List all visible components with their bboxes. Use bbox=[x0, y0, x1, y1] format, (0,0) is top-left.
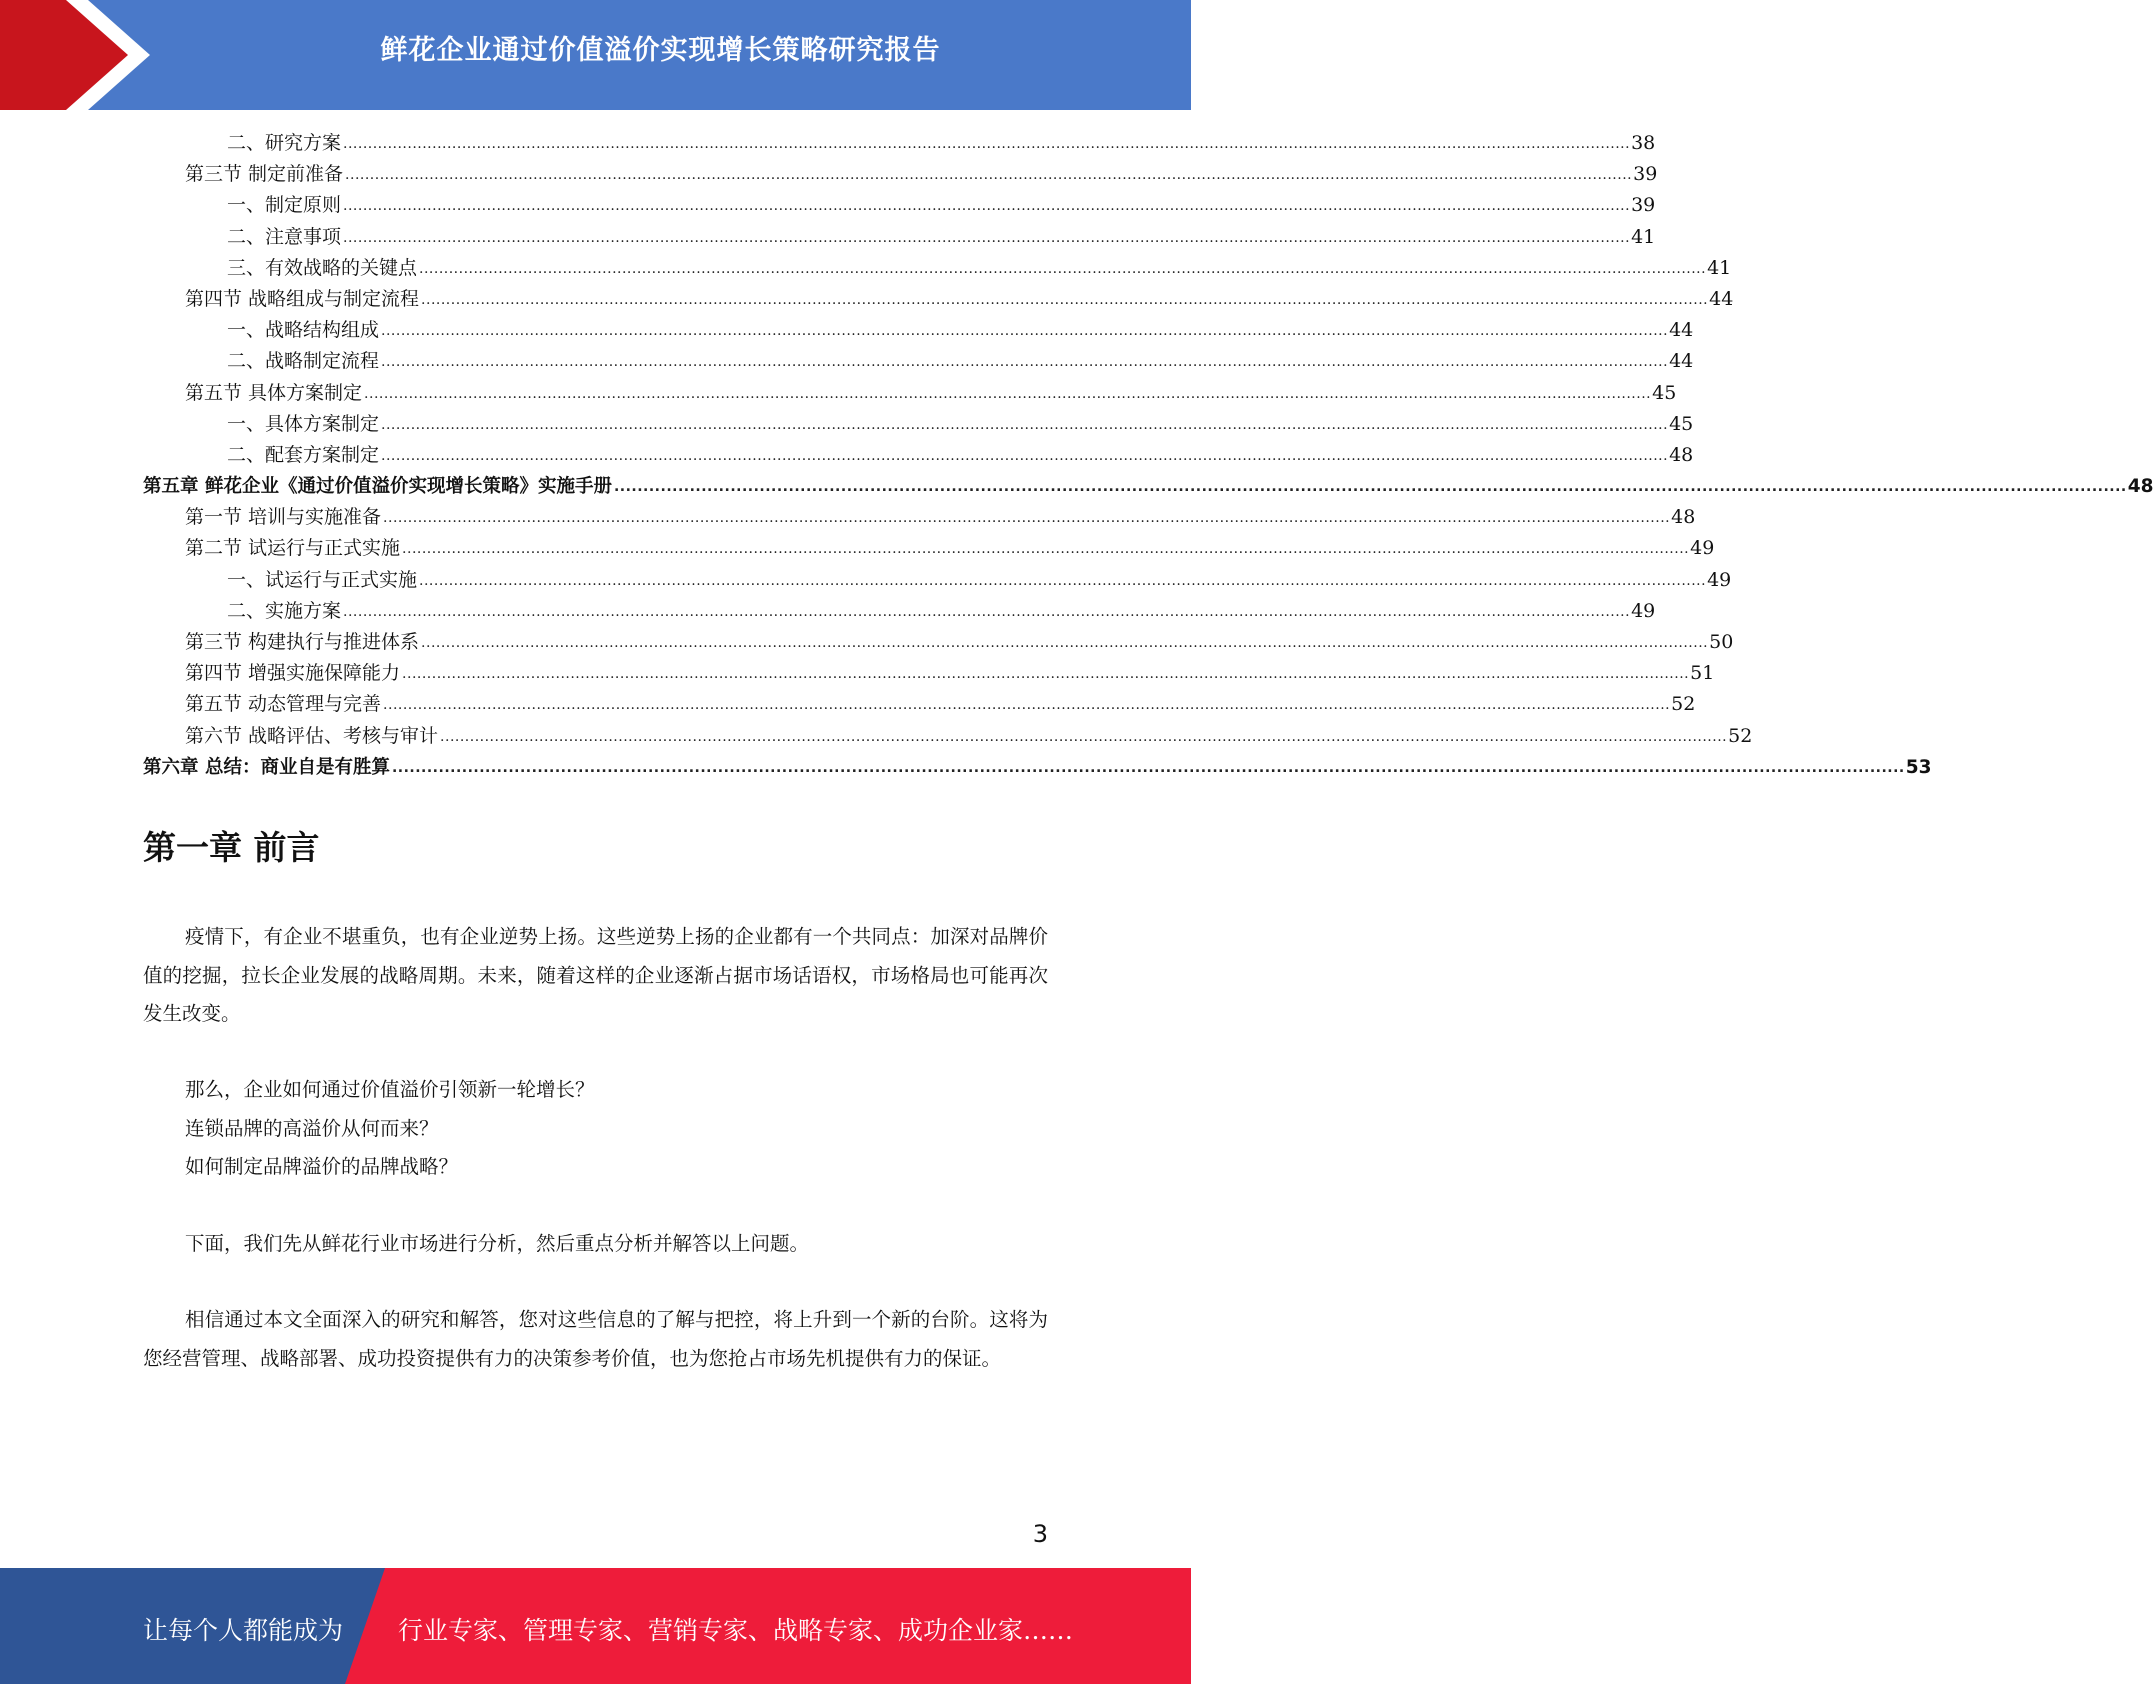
toc-entry-title: 第六章 总结：商业自是有胜算 bbox=[143, 756, 390, 778]
document-title: 鲜花企业通过价值溢价实现增长策略研究报告 bbox=[380, 35, 941, 66]
toc-entry[interactable] bbox=[143, 378, 1677, 409]
chapter-title: 第一章 前言 bbox=[143, 828, 320, 867]
toc-entry[interactable] bbox=[143, 596, 1656, 627]
toc-leader-dots: .................................................................................................................................................................................................................................................................... bbox=[345, 167, 1633, 184]
toc-entry[interactable] bbox=[143, 440, 1694, 471]
toc-entry-title: 一、制定原则 bbox=[227, 194, 342, 217]
toc-entry-title: 二、配套方案制定 bbox=[227, 443, 380, 466]
toc-entry-page: 48 bbox=[2127, 476, 2153, 498]
page-number: 3 bbox=[1032, 1520, 1048, 1548]
toc-entry[interactable] bbox=[143, 253, 1732, 284]
toc-entry-title: 第六节 战略评估、考核与审计 bbox=[185, 724, 439, 747]
toc-entry-page: 48 bbox=[1669, 443, 1694, 466]
toc-entry[interactable] bbox=[143, 128, 1656, 159]
toc-entry-page: 44 bbox=[1709, 287, 1734, 310]
toc-entry[interactable] bbox=[143, 721, 1753, 752]
question-1: 那么，企业如何通过价值溢价引领新一轮增长？ bbox=[185, 1078, 595, 1101]
toc-entry-page: 48 bbox=[1671, 506, 1696, 529]
toc-entry-title: 一、具体方案制定 bbox=[227, 412, 380, 435]
toc-entry[interactable] bbox=[143, 284, 1734, 315]
toc-leader-dots: .................................................................................................................................................................................................................................................................... bbox=[419, 260, 1707, 277]
toc-entry[interactable] bbox=[143, 471, 2153, 502]
toc-entry-title: 第五节 具体方案制定 bbox=[185, 381, 363, 404]
question-list bbox=[143, 1071, 1048, 1187]
paragraph-2: 下面，我们先从鲜花行业市场进行分析，然后重点分析并解答以上问题。 bbox=[185, 1232, 810, 1255]
toc-entry[interactable] bbox=[143, 159, 1658, 190]
toc-entry[interactable] bbox=[143, 689, 1696, 720]
toc-entry-page: 39 bbox=[1633, 163, 1658, 186]
toc-entry[interactable] bbox=[143, 502, 1696, 533]
toc-entry[interactable] bbox=[143, 222, 1656, 253]
toc-entry[interactable] bbox=[143, 658, 1715, 689]
toc-entry-title: 第四节 战略组成与制定流程 bbox=[185, 287, 420, 310]
header-banner bbox=[0, 0, 1191, 110]
toc-entry-page: 53 bbox=[1905, 756, 1932, 778]
toc-entry-page: 45 bbox=[1669, 412, 1694, 435]
toc-leader-dots: .................................................................................................................................................................................................................................................................... bbox=[381, 323, 1669, 340]
toc-leader-dots: .................................................................................................................................................................................................................................................................... bbox=[383, 510, 1671, 527]
toc-entry[interactable] bbox=[143, 346, 1694, 377]
toc-entry-page: 41 bbox=[1707, 256, 1732, 279]
toc-entry-page: 38 bbox=[1631, 132, 1656, 154]
toc-entry[interactable] bbox=[143, 190, 1656, 221]
toc-leader-dots: .................................................................................................................................................................................................................................................................... bbox=[391, 759, 1905, 776]
toc-entry-title: 一、战略结构组成 bbox=[227, 319, 380, 342]
paragraph-3: 相信通过本文全面深入的研究和解答，您对这些信息的了解与把控，将上升到一个新的台阶。这将为您经营管理、战略部署、成功投资提供有力的决策参考价值，也为您抢占市场先机提供有力的保证。 bbox=[143, 1308, 1048, 1370]
toc-entry-page: 49 bbox=[1690, 537, 1715, 560]
toc-leader-dots: .................................................................................................................................................................................................................................................................... bbox=[364, 385, 1652, 402]
toc-entry-title: 二、实施方案 bbox=[227, 599, 342, 622]
toc-leader-dots: .................................................................................................................................................................................................................................................................... bbox=[343, 603, 1631, 620]
toc-leader-dots: .................................................................................................................................................................................................................................................................... bbox=[343, 229, 1631, 246]
toc-entry-page: 49 bbox=[1631, 599, 1656, 622]
toc-entry-page: 50 bbox=[1709, 631, 1734, 653]
toc-entry-page: 52 bbox=[1728, 724, 1753, 747]
intro-paragraph bbox=[143, 918, 1048, 1034]
toc-entry-page: 51 bbox=[1690, 662, 1715, 685]
toc-entry-title: 第二节 试运行与正式实施 bbox=[185, 537, 401, 560]
toc-entry[interactable] bbox=[143, 315, 1694, 346]
toc-leader-dots: .................................................................................................................................................................................................................................................................... bbox=[419, 572, 1707, 589]
toc-leader-dots: .................................................................................................................................................................................................................................................................... bbox=[402, 541, 1690, 558]
toc-leader-dots: .................................................................................................................................................................................................................................................................... bbox=[381, 416, 1669, 433]
footer-banner bbox=[0, 1568, 1191, 1684]
toc-entry[interactable] bbox=[143, 565, 1732, 596]
toc-entry-title: 二、战略制定流程 bbox=[227, 350, 380, 373]
toc-entry-title: 第一节 培训与实施准备 bbox=[185, 506, 382, 529]
toc-entry-title: 第三节 构建执行与推进体系 bbox=[185, 631, 420, 653]
toc-entry-title: 第三节 制定前准备 bbox=[185, 163, 344, 186]
paragraph-1: 疫情下，有企业不堪重负，也有企业逆势上扬。这些逆势上扬的企业都有一个共同点：加深对品牌价值的挖掘，拉长企业发展的战略周期。未来，随着这样的企业逐渐占据市场话语权，市场格局也可能再次发生改变。 bbox=[143, 925, 1048, 1025]
toc-entry[interactable] bbox=[143, 627, 1734, 658]
toc-entry-title: 第四节 增强实施保障能力 bbox=[185, 662, 401, 685]
toc-entry-page: 49 bbox=[1707, 568, 1732, 591]
toc-entry-title: 三、有效战略的关键点 bbox=[227, 256, 418, 279]
toc-entry-page: 44 bbox=[1669, 319, 1694, 342]
toc-entry-page: 45 bbox=[1652, 381, 1677, 404]
question-2: 连锁品牌的高溢价从何而来？ bbox=[185, 1116, 439, 1140]
toc-entry-page: 52 bbox=[1671, 693, 1696, 716]
toc-entry-title: 第五章 鲜花企业《通过价值溢价实现增长策略》实施手册 bbox=[143, 476, 612, 498]
toc-leader-dots: .................................................................................................................................................................................................................................................................... bbox=[421, 291, 1709, 308]
toc-entry-title: 第五节 动态管理与完善 bbox=[185, 693, 382, 716]
toc-entry-title: 二、研究方案 bbox=[227, 132, 342, 154]
footer-tagline: 行业专家、管理专家、营销专家、战略专家、成功企业家…… bbox=[398, 1616, 1074, 1645]
toc-entry-page: 41 bbox=[1631, 225, 1656, 248]
toc-entry-title: 二、注意事项 bbox=[227, 225, 342, 248]
toc-leader-dots: .................................................................................................................................................................................................................................................................... bbox=[613, 479, 2127, 496]
table-of-contents bbox=[143, 128, 2153, 783]
closing-paragraph bbox=[143, 1301, 1048, 1378]
question-3: 如何制定品牌溢价的品牌战略？ bbox=[185, 1155, 459, 1178]
toc-entry[interactable] bbox=[143, 409, 1694, 440]
toc-leader-dots: .................................................................................................................................................................................................................................................................... bbox=[381, 447, 1669, 464]
toc-leader-dots: .................................................................................................................................................................................................................................................................... bbox=[343, 198, 1631, 215]
footer-slogan: 让每个人都能成为 bbox=[143, 1616, 344, 1645]
toc-leader-dots: .................................................................................................................................................................................................................................................................... bbox=[383, 697, 1671, 714]
transition-paragraph bbox=[143, 1225, 1048, 1264]
toc-entry-page: 44 bbox=[1669, 350, 1694, 373]
toc-entry[interactable] bbox=[143, 533, 1715, 564]
toc-leader-dots: .................................................................................................................................................................................................................................................................... bbox=[402, 666, 1690, 683]
toc-leader-dots: .................................................................................................................................................................................................................................................................... bbox=[421, 635, 1709, 651]
toc-leader-dots: .................................................................................................................................................................................................................................................................... bbox=[343, 136, 1631, 152]
toc-entry[interactable] bbox=[143, 752, 1932, 783]
toc-entry-title: 一、试运行与正式实施 bbox=[227, 568, 418, 591]
toc-leader-dots: .................................................................................................................................................................................................................................................................... bbox=[440, 728, 1728, 745]
toc-entry-page: 39 bbox=[1631, 194, 1656, 217]
toc-leader-dots: .................................................................................................................................................................................................................................................................... bbox=[381, 354, 1669, 371]
